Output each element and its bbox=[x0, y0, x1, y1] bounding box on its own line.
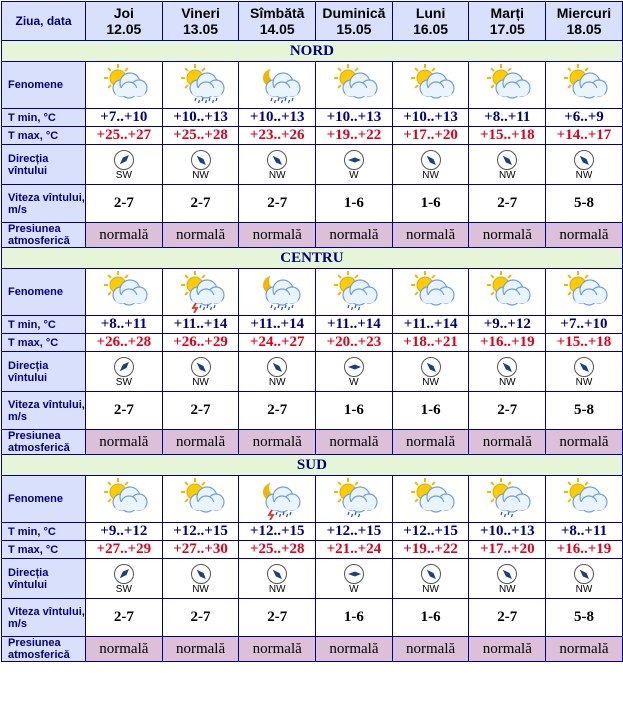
day-name: Luni bbox=[415, 5, 446, 21]
day-name: Duminică bbox=[322, 5, 386, 21]
tmax-row bbox=[2, 541, 623, 559]
pressure-value: normală bbox=[86, 637, 163, 662]
pressure-value: normală bbox=[239, 637, 316, 662]
tmin-value: +9..+12 bbox=[86, 523, 163, 541]
pressure-value: normală bbox=[469, 430, 546, 455]
wind-speed-row bbox=[2, 599, 623, 637]
weather-cell bbox=[546, 269, 623, 316]
row-label-tmax: T max, °C bbox=[2, 127, 86, 145]
compass-arrow-icon bbox=[86, 563, 162, 585]
compass-arrow-icon bbox=[546, 356, 622, 378]
tmax-value: +20..+23 bbox=[316, 334, 393, 352]
weather-cell bbox=[239, 62, 316, 109]
cloud-sun-drizzle-icon bbox=[316, 478, 392, 520]
weather-cell bbox=[86, 269, 163, 316]
cloud-sun-drizzle-icon bbox=[316, 271, 392, 313]
region-title: NORD bbox=[2, 41, 623, 62]
forecast-table bbox=[1, 1, 623, 662]
wind-direction-label: NW bbox=[575, 376, 593, 388]
day-header bbox=[86, 2, 163, 41]
pressure-row bbox=[2, 223, 623, 248]
tmin-value: +6..+9 bbox=[546, 109, 623, 127]
row-label-phenomena: Fenomene bbox=[2, 62, 86, 109]
pressure-value: normală bbox=[392, 223, 469, 248]
wind-direction-cell bbox=[162, 559, 239, 599]
header-row bbox=[2, 2, 623, 41]
wind-speed-value: 1-6 bbox=[392, 392, 469, 430]
weather-cell bbox=[239, 476, 316, 523]
wind-direction-label: NW bbox=[575, 169, 593, 181]
pressure-value: normală bbox=[316, 430, 393, 455]
wind-direction-label: NW bbox=[498, 376, 516, 388]
pressure-value: normală bbox=[239, 223, 316, 248]
wind-direction-cell bbox=[316, 145, 393, 185]
compass-arrow-icon bbox=[239, 356, 315, 378]
wind-direction-label: NW bbox=[498, 583, 516, 595]
wind-speed-value: 2-7 bbox=[86, 599, 163, 637]
day-date: 14.05 bbox=[259, 21, 295, 37]
region-row bbox=[2, 41, 623, 62]
tmin-row bbox=[2, 523, 623, 541]
day-header bbox=[392, 2, 469, 41]
tmax-value: +19..+22 bbox=[316, 127, 393, 145]
tmax-value: +21..+24 bbox=[316, 541, 393, 559]
row-label-pressure: Presiunea atmosferică bbox=[2, 223, 86, 248]
tmax-value: +18..+21 bbox=[392, 334, 469, 352]
cloud-sun-icon bbox=[86, 271, 162, 313]
tmin-value: +11..+14 bbox=[162, 316, 239, 334]
pressure-value: normală bbox=[469, 637, 546, 662]
tmin-row bbox=[2, 109, 623, 127]
pressure-value: normală bbox=[316, 223, 393, 248]
wind-speed-value: 2-7 bbox=[239, 599, 316, 637]
tmax-value: +25..+27 bbox=[86, 127, 163, 145]
tmax-value: +25..+28 bbox=[162, 127, 239, 145]
wind-speed-value: 1-6 bbox=[316, 599, 393, 637]
compass-arrow-icon bbox=[546, 563, 622, 585]
compass-arrow-icon bbox=[316, 356, 392, 378]
pressure-row bbox=[2, 430, 623, 455]
wind-direction-cell bbox=[392, 559, 469, 599]
day-header bbox=[239, 2, 316, 41]
tmax-row bbox=[2, 127, 623, 145]
compass-arrow-icon bbox=[546, 149, 622, 171]
weather-cell bbox=[86, 476, 163, 523]
day-date: 15.05 bbox=[336, 21, 372, 37]
day-date: 18.05 bbox=[566, 21, 602, 37]
tmax-value: +25..+28 bbox=[239, 541, 316, 559]
tmax-value: +15..+18 bbox=[469, 127, 546, 145]
tmax-value: +27..+30 bbox=[162, 541, 239, 559]
cloud-sun-icon bbox=[469, 64, 545, 106]
pressure-value: normală bbox=[316, 637, 393, 662]
compass-arrow-icon bbox=[393, 563, 469, 585]
cloud-sun-icon bbox=[393, 64, 469, 106]
row-label-wind-direction: Direcția vîntului bbox=[2, 559, 86, 599]
day-name: Joi bbox=[113, 5, 134, 21]
pressure-value: normală bbox=[546, 637, 623, 662]
row-label-wind-speed: Viteza vîntului, m/s bbox=[2, 392, 86, 430]
cloud-sun-icon bbox=[393, 271, 469, 313]
tmin-row bbox=[2, 316, 623, 334]
wind-speed-value: 1-6 bbox=[392, 185, 469, 223]
tmax-value: +16..+19 bbox=[546, 541, 623, 559]
pressure-value: normală bbox=[546, 223, 623, 248]
row-label-wind-direction: Direcția vîntului bbox=[2, 352, 86, 392]
wind-speed-value: 1-6 bbox=[316, 185, 393, 223]
tmax-value: +26..+29 bbox=[162, 334, 239, 352]
tmax-value: +15..+18 bbox=[546, 334, 623, 352]
cloud-sun-icon bbox=[316, 64, 392, 106]
weather-cell bbox=[86, 62, 163, 109]
moon-cloud-storm-icon bbox=[239, 478, 315, 520]
wind-direction-label: NW bbox=[422, 169, 439, 181]
weather-cell bbox=[392, 476, 469, 523]
compass-arrow-icon bbox=[86, 356, 162, 378]
wind-direction-label: NW bbox=[498, 169, 516, 181]
weather-cell bbox=[392, 62, 469, 109]
wind-speed-value: 2-7 bbox=[239, 392, 316, 430]
weather-cell bbox=[239, 269, 316, 316]
cloud-sun-icon bbox=[393, 478, 469, 520]
tmin-value: +12..+15 bbox=[239, 523, 316, 541]
tmax-value: +23..+26 bbox=[239, 127, 316, 145]
weather-cell bbox=[316, 476, 393, 523]
row-label-wind-direction: Direcția vîntului bbox=[2, 145, 86, 185]
wind-speed-value: 2-7 bbox=[469, 185, 546, 223]
wind-speed-value: 2-7 bbox=[86, 185, 163, 223]
tmax-row bbox=[2, 334, 623, 352]
tmin-value: +11..+14 bbox=[392, 316, 469, 334]
day-header bbox=[546, 2, 623, 41]
tmin-value: +10..+13 bbox=[316, 109, 393, 127]
region-title: CENTRU bbox=[2, 248, 623, 269]
day-header bbox=[469, 2, 546, 41]
wind-direction-cell bbox=[546, 145, 623, 185]
pressure-value: normală bbox=[239, 430, 316, 455]
wind-direction-row bbox=[2, 559, 623, 599]
wind-direction-label: NW bbox=[575, 583, 593, 595]
row-label-tmax: T max, °C bbox=[2, 334, 86, 352]
phenomena-row bbox=[2, 476, 623, 523]
cloud-sun-icon bbox=[546, 271, 622, 313]
day-name: Sîmbătă bbox=[249, 5, 305, 21]
tmin-value: +10..+13 bbox=[162, 109, 239, 127]
weather-cell bbox=[162, 62, 239, 109]
wind-direction-row bbox=[2, 145, 623, 185]
compass-arrow-icon bbox=[469, 356, 545, 378]
day-date: 13.05 bbox=[183, 21, 219, 37]
row-label-phenomena: Fenomene bbox=[2, 476, 86, 523]
wind-speed-value: 1-6 bbox=[392, 599, 469, 637]
wind-direction-cell bbox=[239, 145, 316, 185]
wind-direction-label: NW bbox=[192, 583, 209, 595]
wind-direction-label: SW bbox=[115, 376, 132, 388]
tmin-value: +10..+13 bbox=[392, 109, 469, 127]
wind-speed-value: 2-7 bbox=[162, 599, 239, 637]
pressure-value: normală bbox=[392, 430, 469, 455]
wind-speed-value: 5-8 bbox=[546, 599, 623, 637]
cloud-rain-icon bbox=[163, 64, 239, 106]
pressure-row bbox=[2, 637, 623, 662]
tmin-value: +9..+12 bbox=[469, 316, 546, 334]
wind-direction-cell bbox=[162, 145, 239, 185]
compass-arrow-icon bbox=[86, 149, 162, 171]
wind-direction-label: NW bbox=[192, 376, 209, 388]
moon-cloud-rain-icon bbox=[239, 64, 315, 106]
wind-direction-cell bbox=[546, 352, 623, 392]
tmin-value: +8..+11 bbox=[86, 316, 163, 334]
day-date: 16.05 bbox=[413, 21, 449, 37]
wind-direction-cell bbox=[239, 559, 316, 599]
tmin-value: +12..+15 bbox=[316, 523, 393, 541]
cloud-sun-icon bbox=[163, 478, 239, 520]
wind-direction-cell bbox=[162, 352, 239, 392]
header-label: Ziua, data bbox=[2, 2, 86, 41]
wind-direction-row bbox=[2, 352, 623, 392]
pressure-value: normală bbox=[546, 430, 623, 455]
day-date: 12.05 bbox=[106, 21, 142, 37]
compass-arrow-icon bbox=[316, 563, 392, 585]
tmax-value: +17..+20 bbox=[392, 127, 469, 145]
wind-direction-cell bbox=[392, 145, 469, 185]
wind-direction-cell bbox=[469, 352, 546, 392]
weather-cell bbox=[546, 62, 623, 109]
region-title: SUD bbox=[2, 455, 623, 476]
tmin-value: +12..+15 bbox=[162, 523, 239, 541]
day-header bbox=[316, 2, 393, 41]
weather-cell bbox=[546, 476, 623, 523]
day-name: Miercuri bbox=[556, 5, 612, 21]
wind-direction-label: NW bbox=[268, 376, 286, 388]
moon-cloud-rain-icon bbox=[239, 271, 315, 313]
wind-speed-row bbox=[2, 392, 623, 430]
cloud-sun-icon bbox=[86, 478, 162, 520]
wind-speed-value: 1-6 bbox=[316, 392, 393, 430]
tmax-value: +27..+29 bbox=[86, 541, 163, 559]
compass-arrow-icon bbox=[163, 149, 239, 171]
row-label-tmin: T min, °C bbox=[2, 523, 86, 541]
row-label-pressure: Presiunea atmosferică bbox=[2, 430, 86, 455]
day-date: 17.05 bbox=[489, 21, 525, 37]
tmin-value: +7..+10 bbox=[86, 109, 163, 127]
wind-direction-label: NW bbox=[268, 169, 286, 181]
cloud-storm-icon bbox=[163, 271, 239, 313]
tmax-value: +24..+27 bbox=[239, 334, 316, 352]
wind-speed-value: 2-7 bbox=[469, 392, 546, 430]
pressure-value: normală bbox=[86, 223, 163, 248]
row-label-phenomena: Fenomene bbox=[2, 269, 86, 316]
cloud-sun-drizzle-icon bbox=[469, 478, 545, 520]
pressure-value: normală bbox=[86, 430, 163, 455]
wind-direction-cell bbox=[392, 352, 469, 392]
tmin-value: +11..+14 bbox=[316, 316, 393, 334]
tmax-value: +26..+28 bbox=[86, 334, 163, 352]
cloud-sun-icon bbox=[546, 478, 622, 520]
compass-arrow-icon bbox=[469, 149, 545, 171]
tmin-value: +10..+13 bbox=[469, 523, 546, 541]
weather-cell bbox=[469, 62, 546, 109]
wind-speed-value: 2-7 bbox=[86, 392, 163, 430]
pressure-value: normală bbox=[392, 637, 469, 662]
wind-direction-cell bbox=[316, 559, 393, 599]
weather-cell bbox=[469, 269, 546, 316]
compass-arrow-icon bbox=[163, 563, 239, 585]
wind-direction-cell bbox=[86, 352, 163, 392]
tmax-value: +16..+19 bbox=[469, 334, 546, 352]
wind-direction-label: W bbox=[349, 169, 359, 181]
region-row bbox=[2, 455, 623, 476]
wind-speed-value: 2-7 bbox=[469, 599, 546, 637]
wind-direction-label: SW bbox=[115, 169, 132, 181]
weather-cell bbox=[469, 476, 546, 523]
phenomena-row bbox=[2, 269, 623, 316]
wind-speed-value: 2-7 bbox=[162, 185, 239, 223]
pressure-value: normală bbox=[469, 223, 546, 248]
cloud-sun-icon bbox=[86, 64, 162, 106]
pressure-value: normală bbox=[162, 223, 239, 248]
wind-direction-label: NW bbox=[422, 583, 439, 595]
day-name: Marți bbox=[490, 5, 524, 21]
weather-cell bbox=[162, 269, 239, 316]
wind-direction-label: SW bbox=[115, 583, 132, 595]
wind-direction-cell bbox=[469, 559, 546, 599]
row-label-tmax: T max, °C bbox=[2, 541, 86, 559]
wind-speed-value: 5-8 bbox=[546, 392, 623, 430]
tmin-value: +12..+15 bbox=[392, 523, 469, 541]
wind-speed-value: 5-8 bbox=[546, 185, 623, 223]
weather-cell bbox=[162, 476, 239, 523]
tmax-value: +17..+20 bbox=[469, 541, 546, 559]
row-label-wind-speed: Viteza vîntului, m/s bbox=[2, 599, 86, 637]
wind-direction-cell bbox=[546, 559, 623, 599]
weather-cell bbox=[316, 269, 393, 316]
region-row bbox=[2, 248, 623, 269]
wind-direction-label: W bbox=[349, 583, 359, 595]
wind-direction-label: NW bbox=[268, 583, 286, 595]
wind-direction-cell bbox=[469, 145, 546, 185]
wind-direction-cell bbox=[316, 352, 393, 392]
tmin-value: +8..+11 bbox=[546, 523, 623, 541]
tmin-value: +8..+11 bbox=[469, 109, 546, 127]
compass-arrow-icon bbox=[469, 563, 545, 585]
wind-direction-label: NW bbox=[192, 169, 209, 181]
compass-arrow-icon bbox=[239, 563, 315, 585]
wind-speed-value: 2-7 bbox=[162, 392, 239, 430]
weather-cell bbox=[316, 62, 393, 109]
weather-cell bbox=[392, 269, 469, 316]
tmin-value: +11..+14 bbox=[239, 316, 316, 334]
row-label-pressure: Presiunea atmosferică bbox=[2, 637, 86, 662]
cloud-sun-icon bbox=[546, 64, 622, 106]
wind-direction-cell bbox=[86, 559, 163, 599]
day-header bbox=[162, 2, 239, 41]
day-name: Vineri bbox=[181, 5, 220, 21]
wind-speed-value: 2-7 bbox=[239, 185, 316, 223]
cloud-sun-icon bbox=[469, 271, 545, 313]
wind-speed-row bbox=[2, 185, 623, 223]
tmin-value: +10..+13 bbox=[239, 109, 316, 127]
wind-direction-label: NW bbox=[422, 376, 439, 388]
compass-arrow-icon bbox=[163, 356, 239, 378]
pressure-value: normală bbox=[162, 430, 239, 455]
phenomena-row bbox=[2, 62, 623, 109]
compass-arrow-icon bbox=[316, 149, 392, 171]
tmax-value: +19..+22 bbox=[392, 541, 469, 559]
compass-arrow-icon bbox=[393, 149, 469, 171]
tmax-value: +14..+17 bbox=[546, 127, 623, 145]
tmin-value: +7..+10 bbox=[546, 316, 623, 334]
row-label-tmin: T min, °C bbox=[2, 316, 86, 334]
wind-direction-cell bbox=[239, 352, 316, 392]
pressure-value: normală bbox=[162, 637, 239, 662]
row-label-wind-speed: Viteza vîntului, m/s bbox=[2, 185, 86, 223]
compass-arrow-icon bbox=[239, 149, 315, 171]
row-label-tmin: T min, °C bbox=[2, 109, 86, 127]
wind-direction-label: W bbox=[349, 376, 359, 388]
compass-arrow-icon bbox=[393, 356, 469, 378]
wind-direction-cell bbox=[86, 145, 163, 185]
